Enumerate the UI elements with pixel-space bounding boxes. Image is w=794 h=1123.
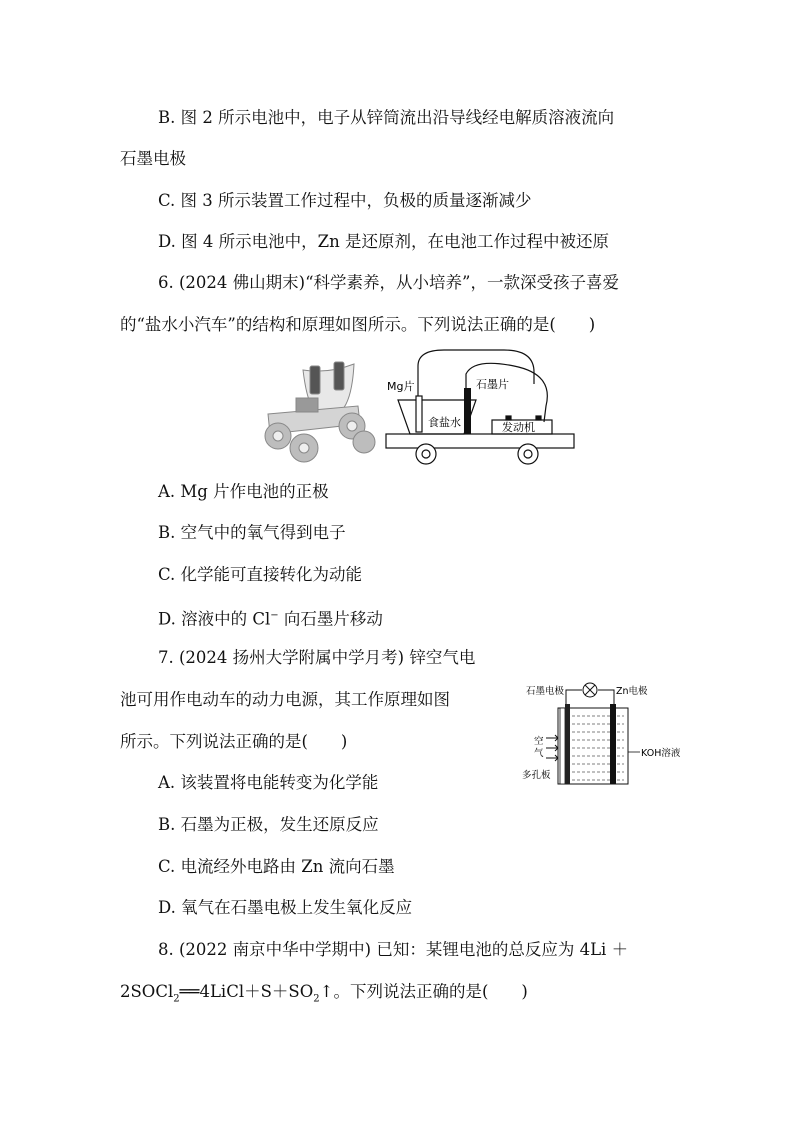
q6-motor-label: 发动机 [502,421,535,434]
q8-eq-b-sub: 2 [313,993,320,1005]
q7-zinc-air-cell-diagram [520,672,690,790]
q6-wheel-right [518,444,538,464]
q7-koh-label: KOH溶液 [641,748,681,759]
q8-eq-c: ↑。下列说法正确的是( ) [319,982,528,1001]
q7-option-b: B. 石墨为正极，发生还原反应 [158,815,379,834]
q7-porous-label: 多孔板 [522,770,551,781]
q6-wheel-left [416,444,436,464]
q7-air-label-2: 气 [534,748,544,759]
q6-wire-right [466,363,547,422]
q8-eq-a-sub: 2 [173,993,180,1005]
q7-zn-label: Zn电极 [616,686,648,697]
q6-stem-line1: 6. (2024 佛山期末)“科学素养，从小培养”，一款深受孩子喜爱 [158,273,619,292]
q6-mg-label: Mg片 [387,380,415,393]
q6-circuit-diagram [384,344,580,472]
q7-stem-line2: 池可用作电动车的动力电源，其工作原理如图 [120,690,450,709]
q7-stem-line3: 所示。下列说法正确的是( ) [120,732,348,751]
q7-stem-line1: 7. (2024 扬州大学附属中学月考) 锌空气电 [158,648,476,667]
q7-option-d: D. 氧气在石墨电极上发生氧化反应 [158,898,413,917]
q6-mg-strip [416,396,422,432]
q7-air-arrows [546,735,558,761]
toy-car-picture [265,362,375,462]
q5-option-b-line2: 石墨电极 [120,149,186,168]
q7-option-c: C. 电流经外电路由 Zn 流向石墨 [158,857,395,876]
q5-option-d: D. 图 4 所示电池中，Zn 是还原剂，在电池工作过程中被还原 [158,232,609,251]
q6-motor-terminal-2 [536,416,541,420]
q5-option-c: C. 图 3 所示装置工作过程中，负极的质量逐渐减少 [158,191,532,210]
q6-option-a: A. Mg 片作电池的正极 [158,482,329,501]
q7-air-label-1: 空 [534,736,544,747]
q7-graphite-electrode [565,704,570,784]
q7-option-a: A. 该装置将电能转变为化学能 [158,773,379,792]
q6-option-d-post: 向石墨片移动 [278,609,383,629]
q6-option-c: C. 化学能可直接转化为动能 [158,565,363,584]
q5-option-b-line1: B. 图 2 所示电池中，电子从锌筒流出沿导线经电解质溶液流向 [158,108,615,127]
q6-stem-line2: 的“盐水小汽车”的结构和原理如图所示。下列说法正确的是( ) [120,315,596,334]
q8-eq-b: ══4LiCl＋S＋SO [179,982,314,1001]
q6-graphite-strip [464,388,471,434]
q6-toy-car-photo [248,352,378,470]
q7-electrolyte-dashes [572,716,624,780]
q6-motor-terminal-1 [506,416,511,420]
q6-option-d-pre: D. 溶液中的 Cl [158,609,271,629]
q6-option-d [158,605,383,631]
q6-graphite-label: 石墨片 [476,378,509,391]
q6-option-b: B. 空气中的氧气得到电子 [158,523,346,542]
q6-option-d-sup: − [270,610,279,621]
q6-cart-body [386,434,574,448]
q8-eq-a: 2SOCl [120,982,174,1001]
q7-graphite-label: 石墨电极 [526,686,565,697]
q7-zn-electrode [610,704,616,784]
q6-saltwater-label: 食盐水 [428,416,461,429]
q7-porous-plate [560,708,565,784]
q8-stem-line2 [120,981,528,1010]
q8-stem-line1: 8. (2022 南京中华中学期中) 已知：某锂电池的总反应为 4Li ＋ [158,940,629,959]
